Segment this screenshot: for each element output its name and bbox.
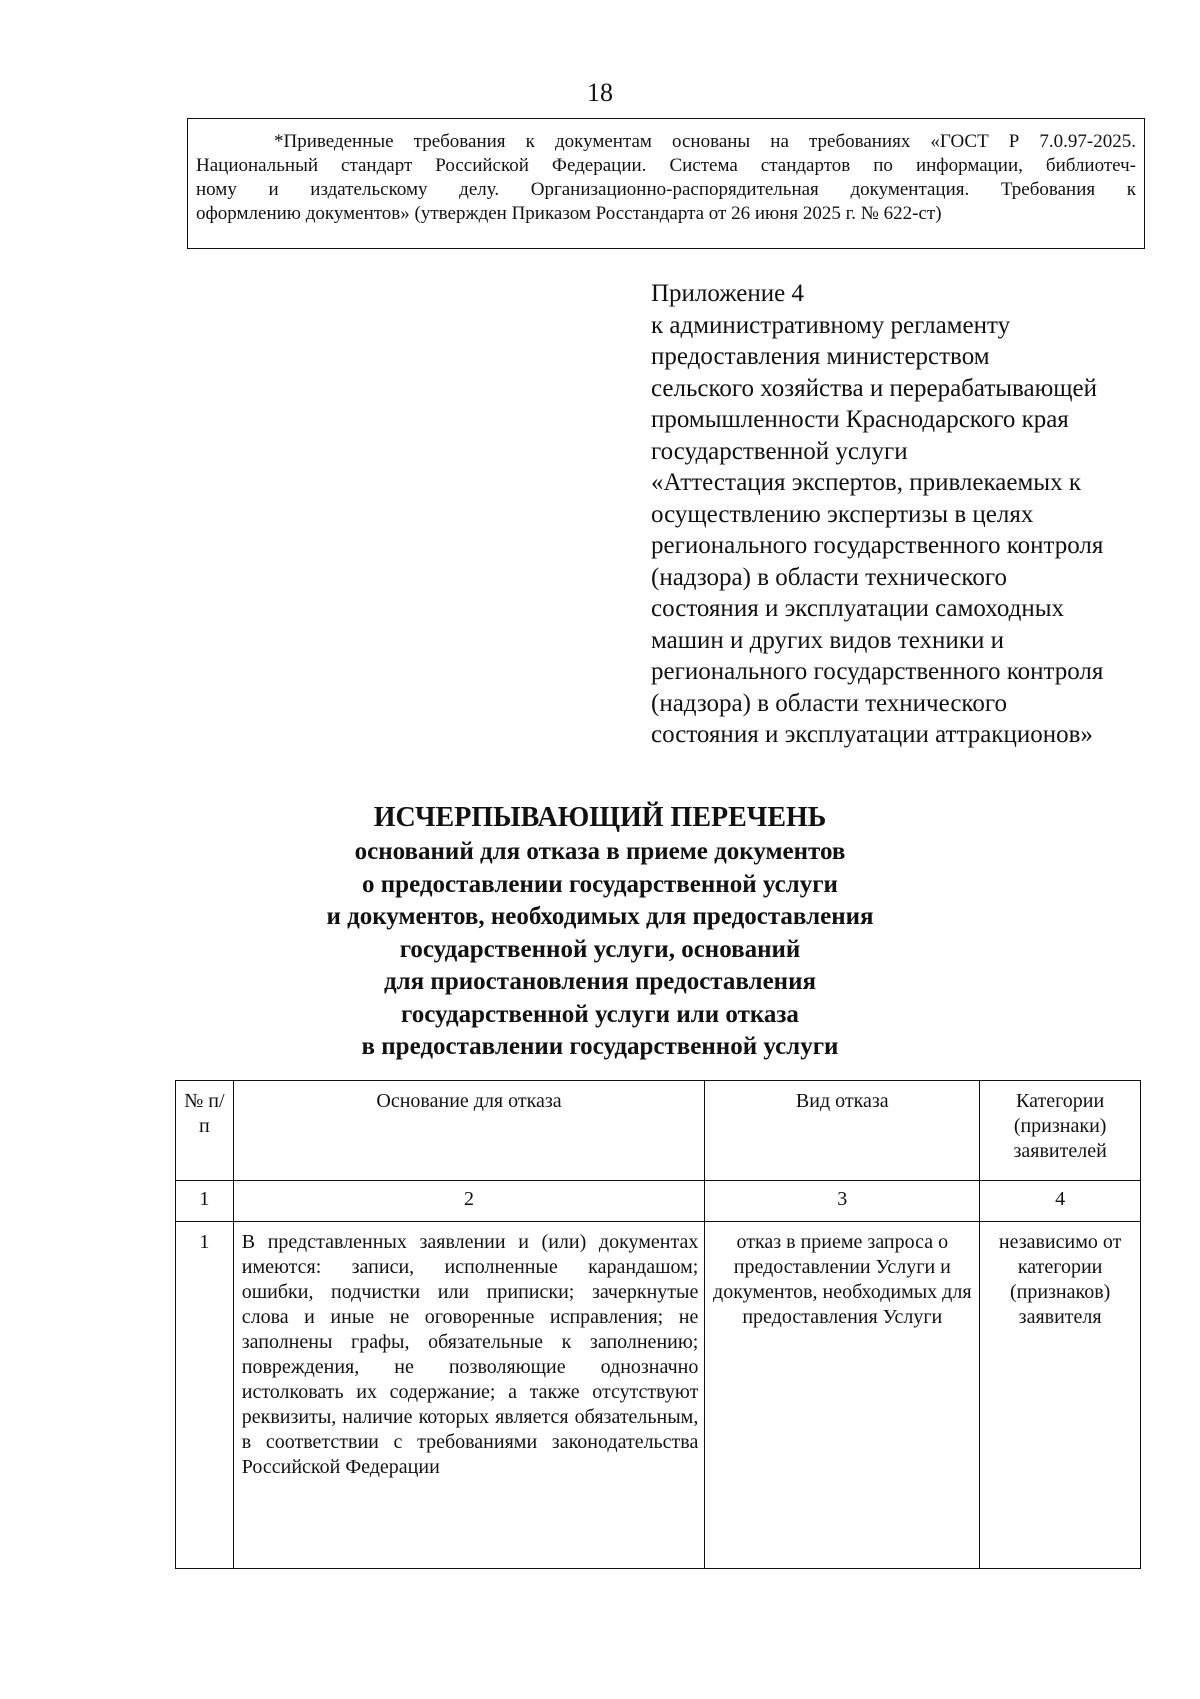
appendix-line: к административному регламенту (651, 311, 1011, 339)
appendix-line: осуществлению экспертизы в целях (651, 500, 1034, 528)
appendix-header (651, 278, 1151, 751)
appendix-line: (надзора) в области технического (651, 563, 1007, 591)
header-cell-refusal-type: Вид отказа (705, 1081, 980, 1181)
appendix-line: государственной услуги (651, 437, 908, 465)
table-header-row (176, 1081, 1141, 1181)
column-number-cell: 1 (176, 1181, 234, 1222)
row-number-cell: 1 (176, 1222, 234, 1569)
applicant-category-cell: независимо от категории (признаков) заявителя (980, 1222, 1141, 1569)
table-column-numbers-row (176, 1181, 1141, 1222)
appendix-line: «Аттестация экспертов, привлекаемых к (651, 469, 1081, 496)
appendix-line: (надзора) в области технического (651, 689, 1007, 717)
title-subline: для приостановления предоставления (383, 968, 817, 995)
title-subline: государственной услуги или отказа (401, 1000, 799, 1028)
refusal-grounds-table (175, 1080, 1141, 1569)
title-subline: государственной услуги, оснований (399, 935, 801, 963)
header-cell-applicant-category: Категории (признаки) заявителей (980, 1081, 1141, 1181)
appendix-line: состояния и эксплуатации самоходных (651, 595, 1065, 622)
footnote-line: Национальный стандарт Российской Федерации. Система стандартов по информации, библиотеч- (196, 155, 1136, 176)
appendix-line: состояния и эксплуатации аттракционов» (651, 721, 1093, 748)
column-number-cell: 3 (705, 1181, 980, 1222)
column-number-cell: 4 (980, 1181, 1141, 1222)
title-subline: оснований для отказа в приеме документов (354, 838, 846, 865)
header-cell-number: № п/п (176, 1081, 234, 1181)
appendix-line: промышленности Краснодарского края (651, 406, 1069, 433)
title-subline: и документов, необходимых для предоставления (326, 903, 874, 930)
header-cell-reason: Основание для отказа (233, 1081, 705, 1181)
appendix-line: Приложение 4 (651, 280, 804, 307)
document-title (0, 800, 1200, 1064)
appendix-line: машин и других видов техники и (651, 626, 1004, 654)
appendix-line: предоставления министерством (651, 343, 990, 370)
footnote-line: оформлению документов» (утвержден Приказом Росстандарта от 26 июня 2025 г. № 622-ст) (196, 203, 942, 224)
title-subline: о предоставлении государственной услуги (362, 870, 838, 898)
footnote-line: *Приведенные требования к документам основаны на требованиях «ГОСТ Р 7.0.97-2025. (274, 131, 1136, 152)
reason-cell: В представленных заявлении и (или) документах имеются: записи, исполненные карандашом; ошибки, подчистки или приписки; зачеркнутые слова и иные не оговоренные исправления; не заполнены графы, обязательные к заполнению; повреждения, не позволяющие однозначно истолковать их содержание; а также отсутствуют реквизиты, наличие которых является обязательным, в соответствии с требованиями законодательства Российской Федерации (233, 1222, 705, 1569)
title-main: ИСЧЕРПЫВАЮЩИЙ ПЕРЕЧЕНЬ (373, 802, 827, 833)
appendix-line: регионального государственного контроля (651, 532, 1104, 559)
table-row (176, 1222, 1141, 1569)
appendix-line: регионального государственного контроля (651, 658, 1104, 685)
title-subline: в предоставлении государственной услуги (361, 1033, 839, 1060)
column-number-cell: 2 (233, 1181, 705, 1222)
refusal-type-cell: отказ в приеме запроса о предоставлении Услуги и документов, необходимых для предоставления Услуги (705, 1222, 980, 1569)
footnote-box (187, 118, 1145, 249)
page-number: 18 (587, 78, 613, 107)
footnote-line: ному и издательскому делу. Организационно-распорядительная документация. Требования к (196, 179, 1136, 200)
appendix-line: сельского хозяйства и перерабатывающей (651, 374, 1098, 402)
